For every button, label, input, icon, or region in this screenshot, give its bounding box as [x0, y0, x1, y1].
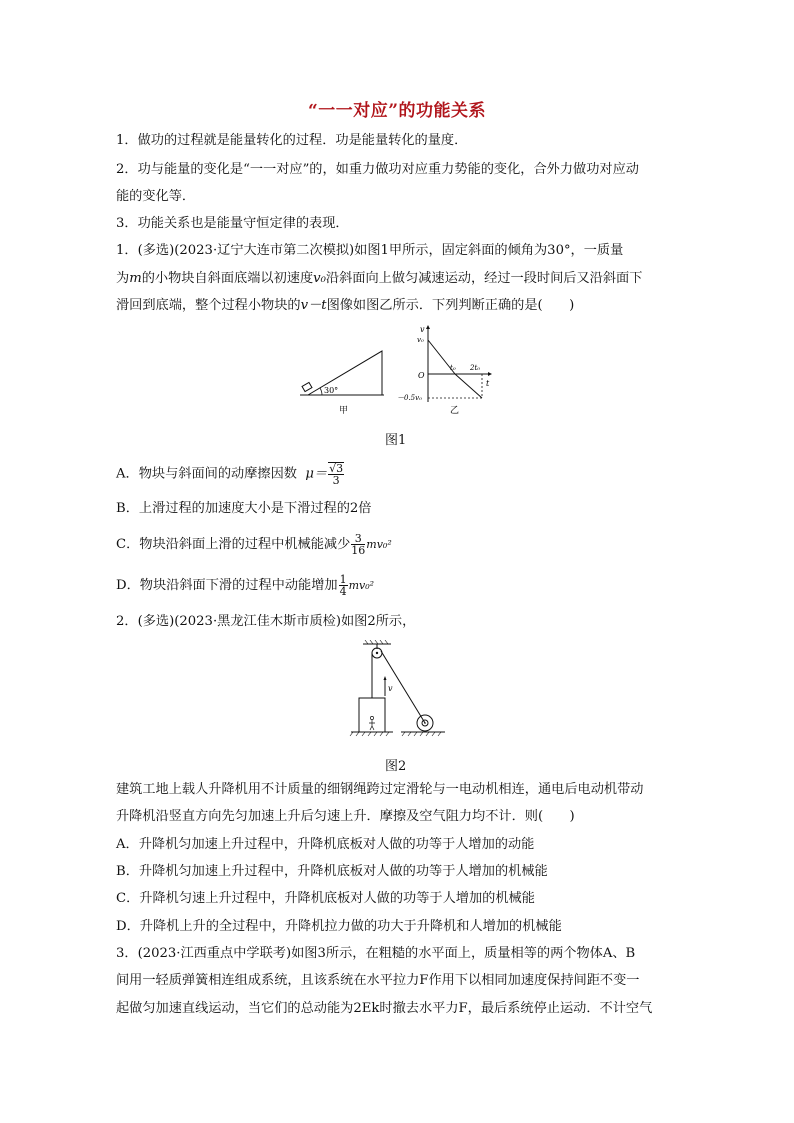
q1-line-2 — [116, 271, 686, 287]
label-yi: 乙 — [450, 406, 460, 416]
var-m: m — [129, 271, 142, 286]
var-v0: v₀ — [313, 271, 326, 286]
q2-line-2: 建筑工地上载人升降机用不计质量的细钢绳跨过定滑轮与一电动机相连，通电后电动机带动 — [116, 782, 644, 797]
tick-2t0: 2t₀ — [470, 364, 481, 372]
formula-tail: mv₀² — [348, 579, 375, 592]
ceiling-hatch — [363, 640, 391, 644]
q1-option-d — [116, 574, 686, 597]
var-vt: v－t — [300, 298, 327, 313]
point-2-cont: 能的变化等． — [116, 189, 196, 204]
vt-graph — [397, 325, 492, 416]
option-text: C．物块沿斜面上滑的过程中机械能减少 — [116, 537, 351, 552]
fraction — [339, 574, 348, 597]
block — [302, 382, 312, 391]
velocity-label: v — [388, 684, 393, 693]
q1-text: 图像如图乙所示．下列判断正确的是( ) — [326, 298, 575, 313]
figure-1 — [290, 322, 500, 417]
page-title: “一一对应”的功能关系 — [307, 101, 487, 121]
q3-line-1: 3．(2023·江西重点中学联考)如图3所示，在粗糙的水平面上，质量相等的两个物体A、B — [116, 946, 636, 961]
option-text: A．物块与斜面间的动摩擦因数 — [116, 466, 297, 482]
fraction — [351, 533, 365, 556]
q2-option-b: B．升降机匀加速上升过程中，升降机底板对人做的功等于人增加的机械能 — [116, 864, 548, 879]
tick-v0: v₀ — [417, 336, 424, 344]
point-1: 1．做功的过程就是能量转化的过程．功是能量转化的量度． — [116, 133, 468, 148]
fraction-numerator: √3 — [329, 462, 344, 475]
fraction-denominator: 16 — [351, 544, 366, 557]
fraction-numerator: 1 — [339, 573, 347, 586]
q2-option-a: A．升降机匀加速上升过程中，升降机底板对人做的功等于人增加的动能 — [116, 837, 535, 852]
q1-text: 为 — [116, 271, 130, 286]
axis-t-label: t — [486, 379, 490, 388]
q2-option-c: C．升降机匀速上升过程中，升降机底板对人做的功等于人增加的机械能 — [116, 891, 535, 906]
q1-text: 的小物块自斜面底端以初速度 — [141, 271, 314, 286]
ground-hatch — [350, 732, 445, 736]
q1-line-3 — [116, 298, 686, 314]
angle-label: 30° — [324, 386, 339, 395]
point-3: 3．功能关系也是能量守恒定律的表现． — [116, 216, 349, 231]
formula-tail: mv₀² — [366, 538, 392, 551]
q1-option-c — [116, 533, 686, 556]
q3-line-2: 间用一轻质弹簧相连组成系统，且该系统在水平拉力F作用下以相同加速度保持间距不变一 — [116, 973, 640, 988]
q1-text: 滑回到底端，整个过程小物块的 — [116, 298, 301, 313]
elevator-cabin — [359, 698, 385, 732]
q1-option-b: B．上滑过程的加速度大小是下滑过程的2倍 — [116, 501, 372, 516]
fraction-denominator: 3 — [332, 474, 340, 487]
axis-v-label: v — [420, 325, 425, 334]
tick-neg: －0.5v₀ — [397, 394, 422, 402]
option-text: D．物块沿斜面下滑的过程中动能增加 — [116, 578, 338, 593]
tick-t0: t₀ — [450, 364, 456, 372]
figure-2 — [345, 640, 450, 745]
var-mu: μ＝ — [305, 466, 328, 482]
label-jia: 甲 — [339, 406, 349, 416]
figure-2-caption: 图2 — [385, 759, 407, 774]
fraction-numerator: 3 — [351, 533, 365, 545]
q1-option-a — [116, 462, 686, 486]
figure-1-caption: 图1 — [385, 433, 407, 448]
q2-line-3: 升降机沿竖直方向先匀加速上升后匀速上升．摩擦及空气阻力均不计．则( ) — [116, 809, 575, 824]
q1-text: 沿斜面向上做匀减速运动，经过一段时间后又沿斜面下 — [325, 271, 643, 286]
person-icon — [370, 716, 373, 719]
q2-line-1: 2．(多选)(2023·黑龙江佳木斯市质检)如图2所示， — [116, 614, 416, 629]
q1-line-1: 1．(多选)(2023·辽宁大连市第二次模拟)如图1甲所示，固定斜面的倾角为30°，一质量 — [116, 243, 624, 258]
incline-diagram — [300, 351, 384, 416]
q3-line-3: 起做匀加速直线运动，当它们的总动能为2Ek时撤去水平力F，最后系统停止运动．不计空气 — [116, 1001, 653, 1016]
origin-label: O — [418, 371, 425, 380]
point-2: 2．功与能量的变化是“一一对应”的，如重力做功对应重力势能的变化，合外力做功对应动 — [116, 162, 639, 177]
q2-option-d: D．升降机上升的全过程中，升降机拉力做的功大于升降机和人增加的机械能 — [116, 919, 562, 934]
fraction — [328, 462, 344, 486]
fraction-denominator: 4 — [339, 585, 347, 598]
